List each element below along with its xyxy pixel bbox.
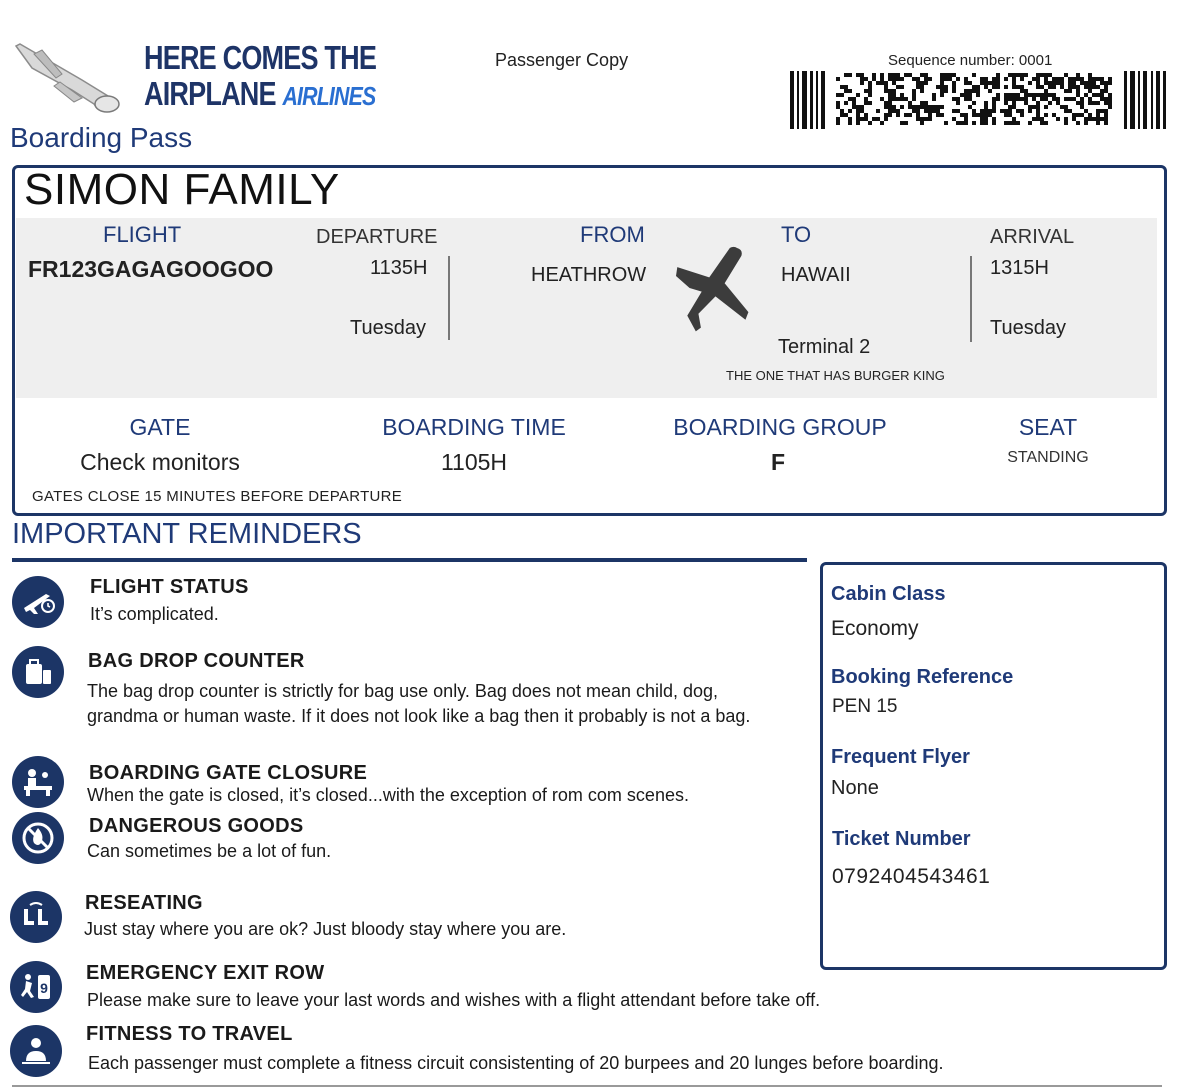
gate-label: GATE <box>129 414 191 440</box>
reminder-body: Please make sure to leave your last words and wishes with a flight attendant before take off. <box>87 990 821 1010</box>
arrival-day: Tuesday <box>990 317 1066 339</box>
page-title: Boarding Pass <box>10 122 193 153</box>
reminder-body: It’s complicated. <box>90 604 219 624</box>
to-airport: HAWAII <box>781 264 851 286</box>
reminder-title: BOARDING GATE CLOSURE <box>89 762 368 784</box>
frequent-flyer-label: Frequent Flyer <box>831 746 970 768</box>
arrival-divider <box>970 256 972 342</box>
svg-text:9: 9 <box>40 980 48 996</box>
ticket-number-label: Ticket Number <box>832 828 971 850</box>
reminders-divider <box>12 558 807 562</box>
gate-value: Check monitors <box>80 449 240 475</box>
reminder-title: DANGEROUS GOODS <box>89 815 304 837</box>
cabin-class-label: Cabin Class <box>831 583 946 605</box>
reminder-body: Each passenger must complete a fitness circuit consistenting of 20 burpees and 20 lunges before boarding. <box>88 1053 944 1073</box>
no-fire-icon <box>12 812 64 864</box>
boarding-time-value: 1105H <box>440 449 508 475</box>
logo-line-2: AIRPLANE <box>144 75 276 112</box>
luggage-icon <box>12 646 64 698</box>
reminder-title: FITNESS TO TRAVEL <box>86 1023 293 1045</box>
to-label: TO <box>781 222 812 247</box>
logo-line-2-wrap <box>144 76 375 114</box>
reminder-title: FLIGHT STATUS <box>90 576 249 598</box>
reminder-body: Can sometimes be a lot of fun. <box>87 841 332 861</box>
reminder-body-line-2: grandma or human waste. If it does not look like a bag then it probably is not a bag. <box>87 706 751 726</box>
logo-line-1: HERE COMES THE <box>144 39 377 76</box>
frequent-flyer-value: None <box>831 777 879 799</box>
arrival-label: ARRIVAL <box>990 226 1075 248</box>
boarding-group-value: F <box>770 449 786 475</box>
reminder-body: When the gate is closed, it’s closed...with the exception of rom com scenes. <box>87 785 689 805</box>
seat-label: SEAT <box>1018 414 1078 440</box>
booking-reference-label: Booking Reference <box>831 666 1014 688</box>
bottom-divider <box>12 1085 1162 1087</box>
barcode <box>790 71 1166 129</box>
departure-time: 1135H <box>370 257 428 279</box>
terminal: Terminal 2 <box>778 336 871 358</box>
cabin-class-value: Economy <box>831 617 919 640</box>
sequence-number: Sequence number: 0001 <box>888 52 1053 69</box>
departure-day: Tuesday <box>350 317 426 339</box>
reminder-body: The bag drop counter is strictly for bag use only. Bag does not mean child, dog, <box>87 681 719 701</box>
reminder-body: Just stay where you are ok? Just bloody stay where you are. <box>84 919 567 939</box>
boarding-time-label: BOARDING TIME <box>382 414 566 440</box>
airplane-icon <box>668 238 760 336</box>
reminder-title: BAG DROP COUNTER <box>88 650 305 672</box>
person-check-icon <box>10 1025 62 1077</box>
departure-label: DEPARTURE <box>316 226 438 248</box>
flight-label: FLIGHT <box>103 222 182 247</box>
terminal-note: THE ONE THAT HAS BURGER KING <box>726 368 945 383</box>
flight-number: FR123GAGAGOOGOO <box>28 256 274 282</box>
departure-divider <box>448 256 450 340</box>
ticket-number-value: 0792404543461 <box>832 865 991 888</box>
gate-desk-icon <box>12 756 64 808</box>
gates-close-note: GATES CLOSE 15 MINUTES BEFORE DEPARTURE <box>32 488 403 505</box>
from-airport: HEATHROW <box>531 264 647 286</box>
plane-clock-icon <box>12 576 64 628</box>
reminder-title: RESEATING <box>85 892 203 914</box>
exit-row-icon <box>10 961 62 1013</box>
seats-icon <box>10 891 62 943</box>
from-label: FROM <box>580 222 645 247</box>
boarding-group-label: BOARDING GROUP <box>673 414 887 440</box>
booking-reference-value: PEN 15 <box>832 696 898 717</box>
logo-icon <box>12 38 124 116</box>
reminder-title: EMERGENCY EXIT ROW <box>86 962 325 984</box>
logo-airlines: AIRLINES <box>282 81 376 111</box>
seat-value: STANDING <box>1007 449 1089 466</box>
arrival-time: 1315H <box>990 257 1049 279</box>
passenger-copy-label: Passenger Copy <box>495 50 629 70</box>
passenger-name: SIMON FAMILY <box>24 165 340 214</box>
reminders-title: IMPORTANT REMINDERS <box>12 518 362 550</box>
